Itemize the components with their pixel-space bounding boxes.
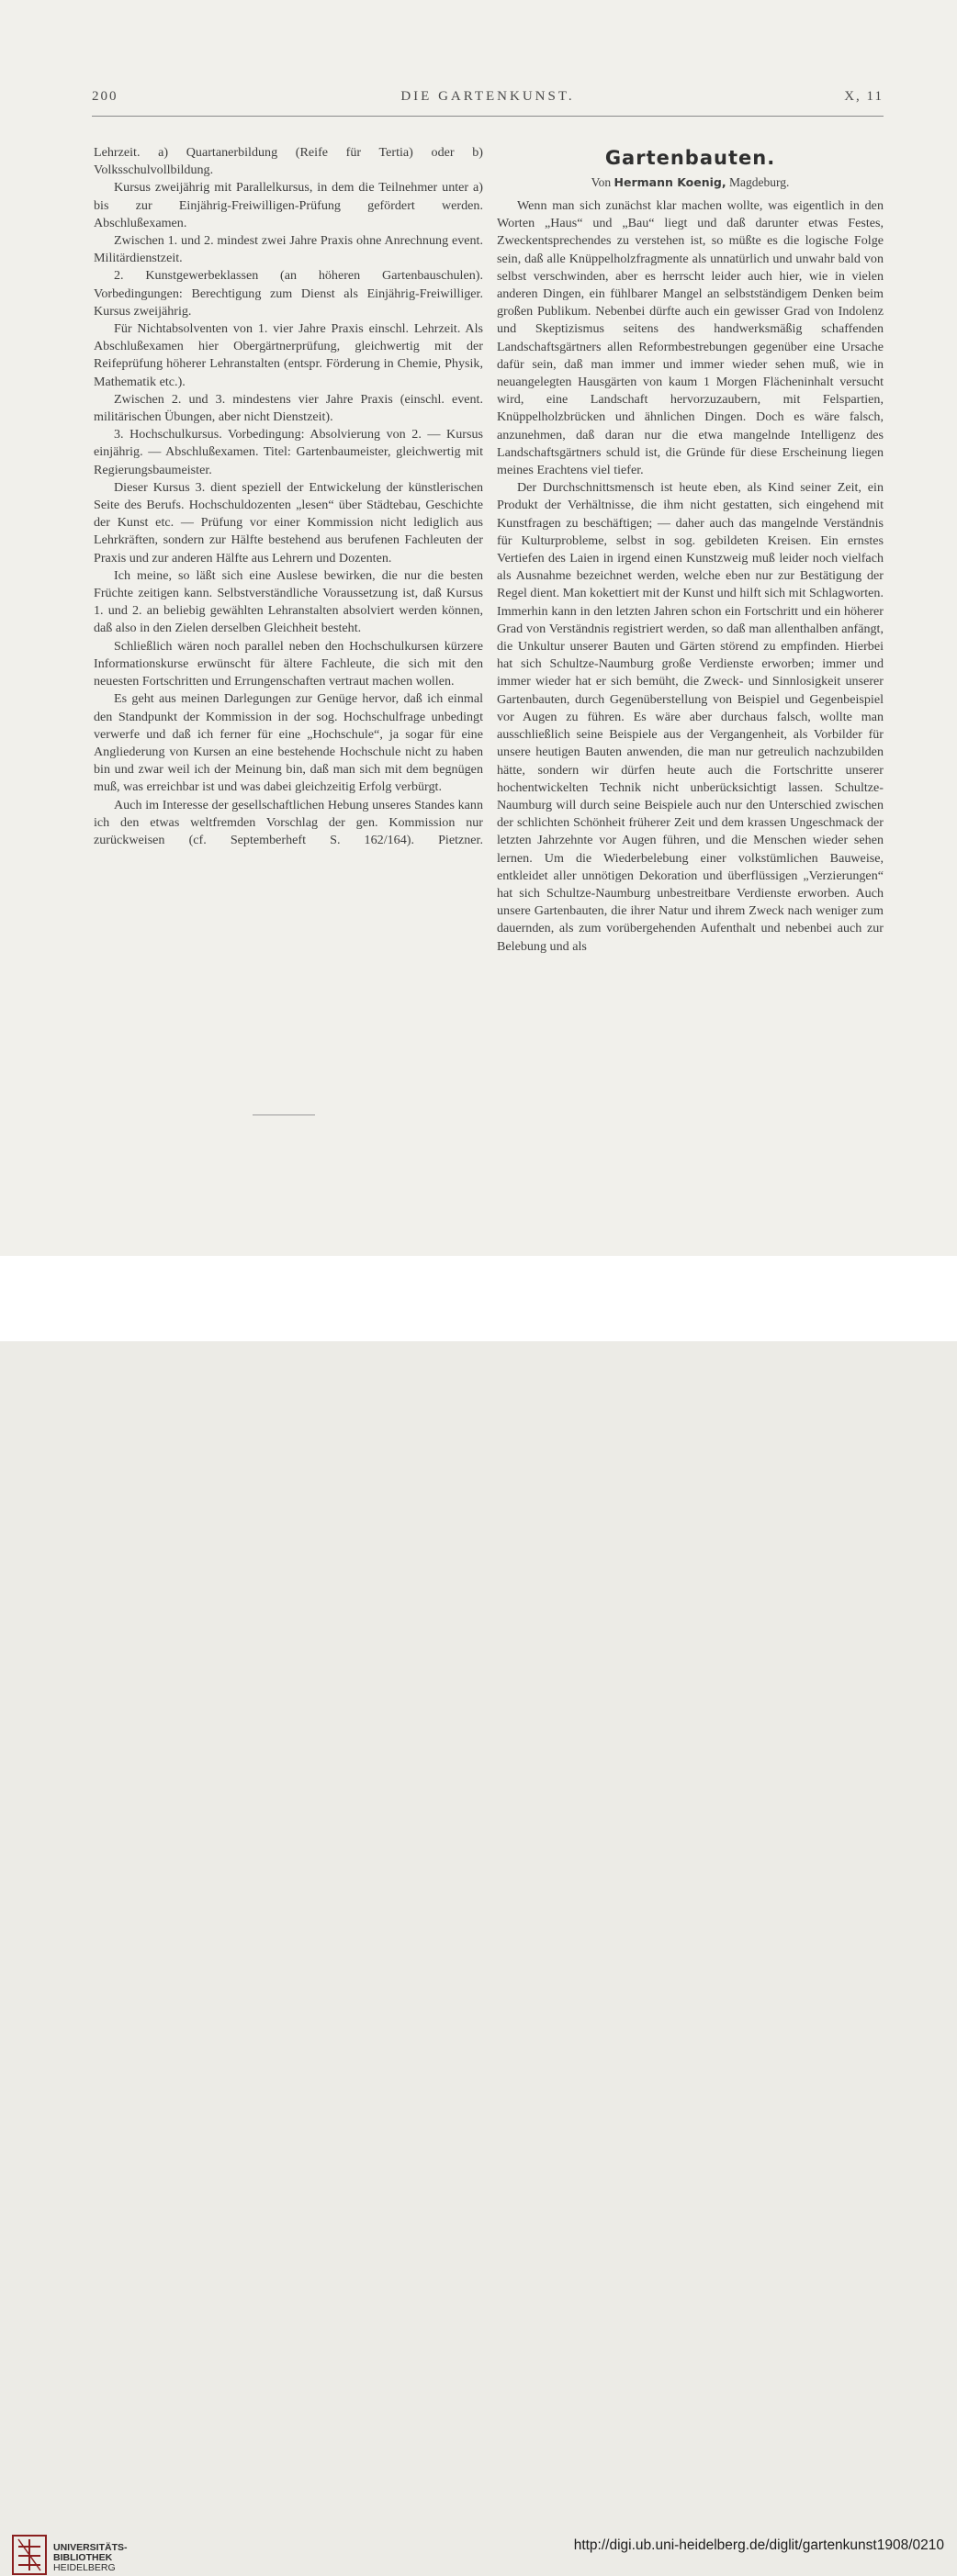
paragraph: Lehrzeit. a) Quartanerbildung (Reife für Tertia) oder b) Volksschulvollbildung.	[94, 145, 483, 178]
paragraph: Zwischen 1. und 2. mindest zwei Jahre Praxis ohne Anrechnung event. Militärdienstzeit.	[94, 233, 483, 266]
paragraph: Ich meine, so läßt sich eine Auslese bewirken, die nur die besten Früchte zeitigen kann. Selbstverständliche Voraussetzung ist, daß Kursus 1. und 2. an beliebig gewählten Lehranstalten absolviert werden können, daß also in den Zielen derselben Gleichheit besteht.	[94, 567, 483, 636]
header-rule	[92, 116, 884, 117]
scanned-page	[0, 0, 957, 1256]
library-name	[53, 2543, 128, 2573]
paragraph: Dieser Kursus 3. dient speziell der Entwickelung der künstlerischen Seite des Berufs. Hochschuldozenten „lesen“ über Städtebau, Geschichte der Kunst etc. — Prüfung vor einer Kommission nicht lediglich aus Lehrkräften, sondern zur Hälfte bestehend aus berufenen Fachleuten der Praxis und zur anderen Hälfte aus Lehrern und Dozenten.	[94, 479, 483, 566]
paragraph: Kursus zweijährig mit Parallelkursus, in dem die Teilnehmer unter a) bis zur Einjährig-Freiwilligen-Prüfung gefördert werden. Abschlußexamen.	[94, 180, 483, 230]
closing-text: Auch im Interesse der gesellschaftlichen Hebung unseres Standes kann ich den etwas weltfremden Vorschlag der gen. Kommission nur zurückweisen (cf. Septemberheft S. 162/164).	[94, 797, 483, 847]
permalink-url[interactable]: http://digi.ub.uni-heidelberg.de/diglit/gartenkunst1908/0210	[573, 2537, 944, 2553]
paragraph: Es geht aus meinen Darlegungen zur Genüge hervor, daß ich einmal den Standpunkt der Kommission in der sog. Hochschulfrage unbedingt verwerfe und daß ich ferner für eine „Hochschule“, ja sogar für eine Angliederung von Kursen an eine bestehende Hochschule nicht zu haben bin und zwar weil ich der Meinung bin, daß man sich mit dem begnügen muß, was erreichbar ist und was dabei gleichzeitig Erfolg verbürgt.	[94, 691, 483, 795]
byline	[497, 174, 884, 192]
paragraph: Der Durchschnittsmensch ist heute eben, als Kind seiner Zeit, ein Produkt der Verhältnisse, die ihm nicht gestatten, sich eingehend mit Kunstfragen zu beschäftigen; — daher auch das mangelnde Verständnis für Kulturprobleme, selbst in sog. gebildeten Kreisen. Ein ernstes Vertiefen des Laien in irgend einen Kunstzweig muß leider noch vielfach als Ausnahme bezeichnet werden, welche eben nur zur Bestätigung der Regel dient. Man kokettiert mit der Kunst und hilft sich mit Schlagworten. Immerhin kann in den letzten Jahren schon ein Fortschritt und ein höherer Grad von Verständnis registriert werden, so daß man allenthalben anfängt, die Unkultur unserer Bauten und Gärten störend zu empfinden. Hierbei hat sich Schultze-Naumburg große Verdienste erworben; immer und immer wieder hat er sich bemüht, die Zweck- und Sinnlosigkeit unserer Gartenbauten, durch Gegenüberstellung von Beispiel und Gegenbeispiel vor Augen zu führen. Es wäre aber durchaus falsch, wollte man ausschließlich seine Beispiele aus der Vergangenheit, als Vorbilder für unsere heutigen Bauten anwenden, die man nur getreulich nachzubilden hätte, sondern wir dürfen heute auch die Fortschritte unserer hochentwickelten Technik nicht unberücksichtigt lassen. Schultze-Naumburg will durch seine Beispiele auch nur den Unterschied zwischen der schlichten Schönheit früherer Zeit und dem krassen Ungeschmack der letzten Jahrzehnte vor Augen führen, und die Menschen wieder sehen lernen. Um die Wiederbelebung einer volkstümlichen Bauweise, entkleidet aller unnötigen Dekoration und überflüssigen „Verzierungen“ hat sich Schultze-Naumburg unbestreitbare Verdienste erworben. Auch unsere Gartenbauten, die ihrer Natur und ihrem Zweck nach weniger zum dauernden, als zum vorübergehenden Aufenthalt und nebenbei auch zur Belebung und als	[497, 480, 884, 954]
paragraph: Wenn man sich zunächst klar machen wollte, was eigentlich in den Worten „Haus“ und „Bau“ liegt und daß darunter etwas Festes, Zweckentsprechendes zu verstehen ist, so müßte es die logische Folge sein, daß alle Knüppelholzfragmente als unnatürlich und unwahr bald von selbst verschwinden, aber es herrscht leider auch hier, wie in vielen anderen Dingen, ein fühlbarer Mangel an selbstständigem Denken beim großen Publikum. Nebenbei dürfte auch ein gewisser Grad von Indolenz und Skeptizismus seitens des handwerksmäßig schaffenden Landschaftsgärtners allen Reformbestrebungen gegenüber eine Ursache dafür sein, daß man immer und immer wieder sehen muß, wie in neuangelegten Hausgärten von kaum 1 Morgen Flächeninhalt versucht wird, eine Landschaft hervorzuzaubern, mit Felspartien, Knüppelholzbrücken und ähnlichen Dingen. Doch es wäre falsch, anzunehmen, daß daran nur die etwa mangelnde Intelligenz des Landschaftsgärtners schuld ist, die Gründe für diese Erscheinung liegen meines Erachtens viel tiefer.	[497, 198, 884, 478]
library-line-2: BIBLIOTHEK	[53, 2552, 113, 2563]
library-logo-icon	[11, 2534, 48, 2576]
closing-paragraph	[94, 797, 483, 850]
left-column	[94, 144, 483, 849]
library-line-1: UNIVERSITÄTS-	[53, 2542, 128, 2553]
paragraph: 2. Kunstgewerbeklassen (an höheren Gartenbauschulen). Vorbedingungen: Berechtigung zum Dienst als Einjährig-Freiwilliger. Kursus zweijährig.	[94, 268, 483, 319]
author-location: Magdeburg.	[729, 175, 790, 189]
right-column	[497, 144, 884, 956]
library-line-3: HEIDELBERG	[53, 2562, 116, 2573]
paragraph: Für Nichtabsolventen von 1. vier Jahre Praxis einschl. Lehrzeit. Als Abschlußexamen hier Obergärtnerprüfung, gleichwertig mit der Reifeprüfung höherer Lehranstalten (entspr. Förderung in Chemie, Physik, Mathematik etc.).	[94, 321, 483, 389]
signature: Pietzner.	[438, 832, 483, 847]
footer-bar	[0, 1256, 957, 2573]
author-name: Hermann Koenig,	[614, 175, 726, 189]
byline-prefix: Von	[591, 175, 612, 189]
running-head	[92, 89, 884, 111]
paragraph: Schließlich wären noch parallel neben den Hochschulkursen kürzere Informationskurse erwünscht für ältere Fachleute, die sich mit den neuesten Fortschritten und Errungenschaften vertraut machen wollen.	[94, 638, 483, 689]
journal-title: DIE GARTENKUNST.	[400, 89, 575, 104]
paragraph: 3. Hochschulkursus. Vorbedingung: Absolvierung von 2. — Kursus einjährig. — Abschlußexamen. Titel: Gartenbaumeister, gleichwertig mit Regierungsbaumeister.	[94, 427, 483, 477]
page-number: 200	[92, 89, 118, 104]
paragraph: Zwischen 2. und 3. mindestens vier Jahre Praxis (einschl. event. militärischen Übungen, aber nicht Dienstzeit).	[94, 391, 483, 425]
article-title: Gartenbauten.	[604, 147, 776, 169]
section-end-rule	[253, 1114, 315, 1115]
volume-issue: X, 11	[844, 89, 884, 104]
